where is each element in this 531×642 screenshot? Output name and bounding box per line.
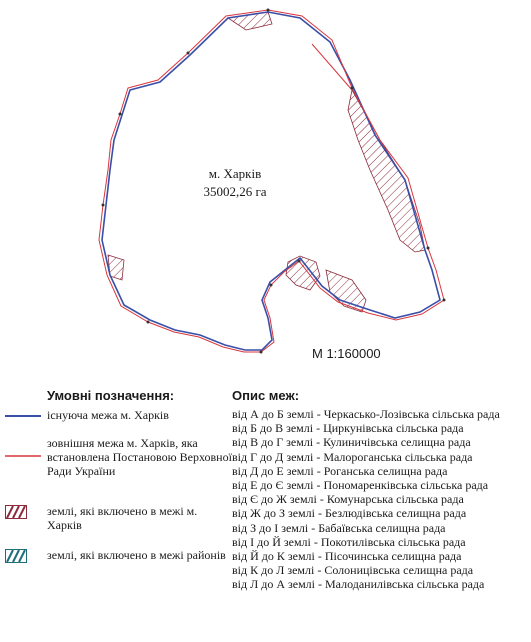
red-hatch-symbol — [5, 505, 27, 519]
legend-text: землі, які включено в межі районів — [47, 548, 226, 562]
description-row: від Л до А землі - Малоданилівська сільська рада — [232, 577, 485, 592]
description-row: від З до І землі - Бабаївська селищна рада — [232, 520, 446, 535]
hatch-east — [348, 90, 425, 252]
legend-title: Умовні позначення: — [47, 388, 175, 403]
description-title: Опис меж: — [232, 388, 300, 403]
description-row: від Г до Д землі - Малороганська сільська рада — [232, 449, 473, 464]
description-row: від Е до Є землі - Пономаренківська сільська рада — [232, 478, 489, 493]
blue-line-symbol — [5, 411, 41, 421]
city-name-label: м. Харків — [208, 166, 262, 181]
description-row: від Д до Е землі - Роганська селищна рада — [232, 463, 448, 478]
included-lands-hatch — [108, 12, 425, 312]
legend-panel — [0, 388, 232, 642]
legend-text: існуюча межа м. Харків — [47, 408, 169, 422]
city-area-label: 35002,26 га — [203, 184, 267, 199]
map-scale: М 1:160000 — [312, 346, 381, 361]
hatch-south-2 — [326, 270, 366, 312]
description-row: від І до Й землі - Покотилівська сільська рада — [232, 534, 466, 549]
legend-text: землі, які включено в межі м. Харків — [47, 504, 198, 532]
description-row: від К до Л землі - Солоницівська селищна рада — [232, 563, 474, 578]
description-row: від Ж до З землі - Безлюдівська селищна рада — [232, 506, 467, 521]
legend-text: зовнішня межа м. Харків, яка встановлена Постановою Верховної Ради України — [47, 436, 232, 478]
description-row: від Б до В землі - Циркунівська сільська рада — [232, 421, 464, 436]
teal-hatch-symbol — [5, 549, 27, 563]
description-row: від Й до К землі - Пісочинська селищна рада — [232, 549, 462, 564]
description-row: від Є до Ж землі - Комунарська сільська рада — [232, 492, 464, 507]
external-boundary-spur — [312, 44, 352, 90]
description-row: від В до Г землі - Кулиничівська селищна рада — [232, 435, 471, 450]
boundary-description — [232, 388, 527, 642]
description-row: від А до Б землі - Черкасько-Лозівська сільська рада — [232, 407, 500, 421]
red-line-symbol — [5, 451, 41, 461]
